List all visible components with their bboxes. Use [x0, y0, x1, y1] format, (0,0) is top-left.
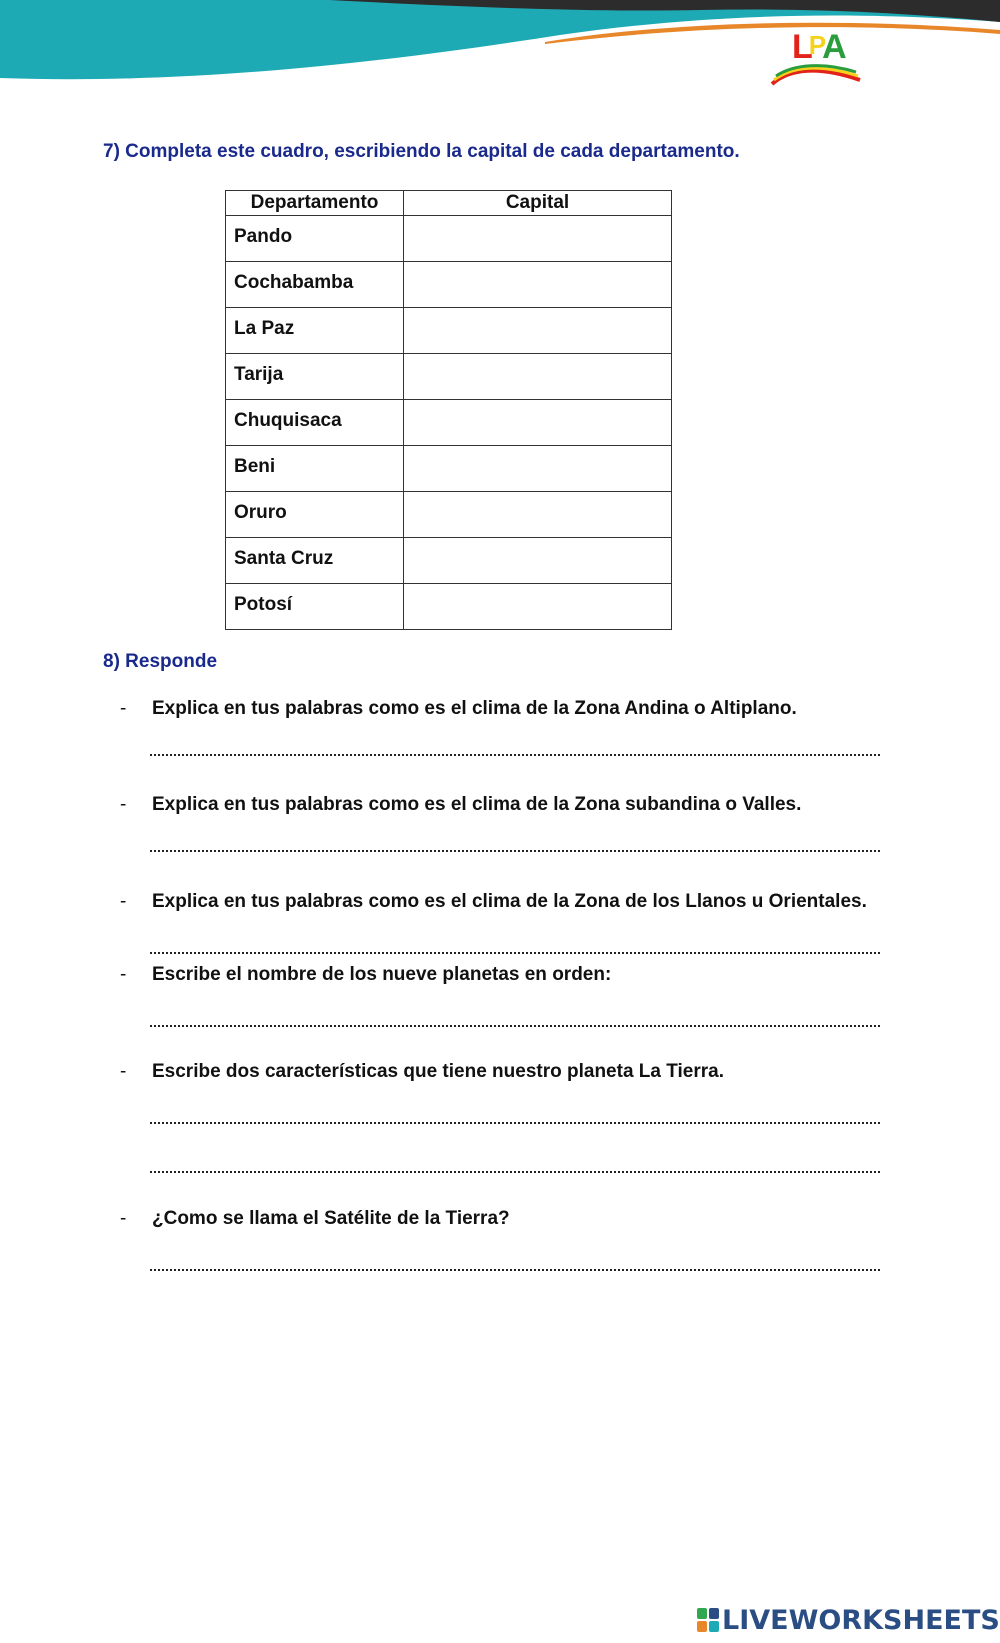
question-8-item-3 [120, 891, 867, 913]
capital-answer-cell[interactable] [404, 216, 672, 262]
item-text: Escribe el nombre de los nueve planetas en orden: [152, 964, 612, 985]
table-row [226, 400, 672, 446]
table-row [226, 354, 672, 400]
departments-table [225, 190, 672, 630]
department-name: Cochabamba [226, 262, 404, 308]
question-8-item-6 [120, 1208, 510, 1230]
item-text: Explica en tus palabras como es el clima de la Zona de los Llanos u Orientales. [152, 891, 867, 912]
lpa-logo: LPA [770, 28, 862, 88]
capital-answer-cell[interactable] [404, 308, 672, 354]
capital-answer-cell[interactable] [404, 400, 672, 446]
question-8-item-5 [120, 1061, 724, 1083]
bullet-dash: - [120, 964, 127, 985]
item-text: ¿Como se llama el Satélite de la Tierra? [152, 1208, 510, 1229]
department-name: Oruro [226, 492, 404, 538]
department-name: Potosí [226, 584, 404, 630]
table-row [226, 216, 672, 262]
table-row [226, 492, 672, 538]
item-text: Escribe dos características que tiene nuestro planeta La Tierra. [152, 1061, 724, 1082]
table-row [226, 446, 672, 492]
department-name: Beni [226, 446, 404, 492]
item-text: Explica en tus palabras como es el clima de la Zona Andina o Altiplano. [152, 698, 797, 719]
bullet-dash: - [120, 891, 127, 912]
capital-answer-cell[interactable] [404, 538, 672, 584]
bullet-dash: - [120, 794, 127, 815]
bullet-dash: - [120, 698, 127, 719]
capital-answer-cell[interactable] [404, 262, 672, 308]
answer-line[interactable] [150, 742, 880, 756]
question-7-title: 7) Completa este cuadro, escribiendo la capital de cada departamento. [103, 141, 740, 162]
question-8-item-4 [120, 964, 611, 986]
answer-line[interactable] [150, 1013, 880, 1027]
answer-line[interactable] [150, 1159, 880, 1173]
department-name: Chuquisaca [226, 400, 404, 446]
table-row [226, 262, 672, 308]
capital-answer-cell[interactable] [404, 446, 672, 492]
header-capital: Capital [404, 191, 672, 216]
question-8-item-2 [120, 794, 801, 816]
department-name: Pando [226, 216, 404, 262]
table-row [226, 584, 672, 630]
capital-answer-cell[interactable] [404, 354, 672, 400]
bullet-dash: - [120, 1061, 127, 1082]
item-text: Explica en tus palabras como es el clima de la Zona subandina o Valles. [152, 794, 802, 815]
table-row [226, 538, 672, 584]
liveworksheets-logo [697, 1604, 1000, 1636]
department-name: La Paz [226, 308, 404, 354]
answer-line[interactable] [150, 1110, 880, 1124]
bullet-dash: - [120, 1208, 127, 1229]
department-name: Santa Cruz [226, 538, 404, 584]
liveworksheets-text: LIVEWORKSHEETS [722, 1604, 1000, 1636]
liveworksheets-icon [697, 1608, 719, 1632]
department-name: Tarija [226, 354, 404, 400]
capital-answer-cell[interactable] [404, 492, 672, 538]
header-departamento: Departamento [226, 191, 404, 216]
question-8-item-1 [120, 698, 797, 720]
answer-line[interactable] [150, 1257, 880, 1271]
table-row [226, 308, 672, 354]
answer-line[interactable] [150, 838, 880, 852]
answer-line[interactable] [150, 940, 880, 954]
capital-answer-cell[interactable] [404, 584, 672, 630]
question-8-title: 8) Responde [103, 651, 218, 672]
